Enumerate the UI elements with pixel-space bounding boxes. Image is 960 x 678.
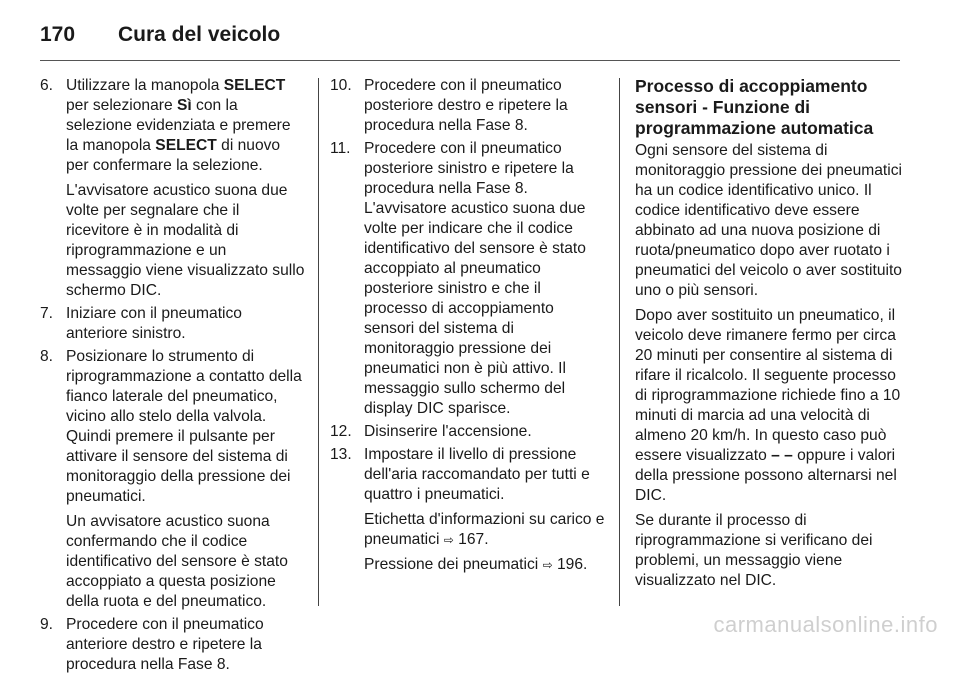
select-keyword: SELECT	[223, 77, 286, 94]
watermark: carmanualsonline.info	[713, 612, 938, 637]
step-11	[330, 139, 605, 419]
section-title: Processo di accoppiamento sensori - Funzione di programmazione automatica	[635, 76, 874, 138]
step-12-text: Disinserire l'accensione.	[364, 423, 532, 440]
step-8-note: Un avvisatore acustico suona confermando che il codice identificativo del sensore è stato accoppiato a questa posizione della ruota e del pneumatico.	[66, 513, 288, 610]
paragraph-1: Ogni sensore del sistema di monitoraggio pressione dei pneumatici ha un codice identificativo unico. Il codice identificativo deve essere abbinato ad una nuova posizione di ruota/pneumatico dopo aver ruotato i pneumatici del veicolo o aver sostituito uno o più sensori.	[635, 142, 902, 299]
page-reference-arrow-icon: ⇨	[443, 533, 454, 547]
step-8	[40, 347, 305, 612]
step-6-note: L'avvisatore acustico suona due volte per segnalare che il ricevitore è in modalità di riprogrammazione e un messaggio viene visualizzato sullo schermo DIC.	[66, 182, 305, 299]
step-9-text: Procedere con il pneumatico anteriore destro e ripetere la procedura nella Fase 8.	[66, 616, 264, 673]
reference-load-label[interactable]: Etichetta d'informazioni su carico e pneumatici ⇨ 167.	[364, 511, 605, 548]
column-2	[330, 76, 605, 578]
step-number: 11.	[330, 140, 351, 157]
column-1	[40, 76, 305, 678]
paragraph-3: Se durante il processo di riprogrammazione si verificano dei problemi, un messaggio viene visualizzato nel DIC.	[635, 512, 873, 589]
step-number: 7.	[40, 305, 54, 322]
paragraph-2: Dopo aver sostituito un pneumatico, il veicolo deve rimanere fermo per circa 20 minuti per consentire al sistema di rifare il ricalcolo. Il seguente processo di riprogrammazione richiede fino a 10 minuti di marcia ad una velocità di almeno 20 km/h. In questo caso può essere visualizzato – – oppure i valori della pressione possono alternarsi nel DIC.	[635, 307, 901, 504]
step-7	[40, 304, 305, 344]
step-number: 8.	[40, 348, 54, 365]
page-reference-arrow-icon: ⇨	[542, 558, 553, 572]
step-9	[40, 615, 305, 675]
column-3	[635, 76, 905, 596]
step-10	[330, 76, 605, 136]
step-number: 13.	[330, 446, 352, 463]
step-12	[330, 422, 605, 442]
page-ref-167: 167.	[458, 531, 489, 548]
page-title: Cura del veicolo	[118, 23, 281, 46]
step-7-text: Iniziare con il pneumatico anteriore sinistro.	[66, 305, 242, 342]
select-keyword: SELECT	[155, 137, 217, 154]
step-6-text: Utilizzare la manopola SELECT per selezionare Sì con la selezione evidenziata e premere la manopola SELECT di nuovo per confermare la selezione.	[66, 77, 291, 174]
step-number: 12.	[330, 423, 352, 440]
page-number: 170	[40, 23, 76, 46]
dash-display: – –	[771, 447, 793, 464]
header-rule	[40, 60, 900, 61]
column-divider-1	[318, 78, 319, 606]
step-number: 10.	[330, 77, 352, 94]
step-13-text: Impostare il livello di pressione dell'aria raccomandato per tutti e quattro i pneumatici.	[364, 446, 590, 503]
column-divider-2	[619, 78, 620, 606]
step-13	[330, 445, 605, 575]
step-6	[40, 76, 305, 301]
step-10-text: Procedere con il pneumatico posteriore destro e ripetere la procedura nella Fase 8.	[364, 77, 568, 134]
step-8-text: Posizionare lo strumento di riprogrammazione a contatto della fianco laterale del pneumatico, vicino allo stelo della valvola. Quindi premere il pulsante per attivare il sensore del sistema di monitoraggio della pressione dei pneumatici.	[66, 348, 302, 505]
page-ref-196: 196.	[556, 556, 588, 573]
step-11-text: Procedere con il pneumatico posteriore sinistro e ripetere la procedura nella Fase 8. L'avvisatore acustico suona due volte per indicare che il codice identificativo del sensore è stato accoppiato al pneumatico posteriore sinistro e che il processo di accoppiamento sensori del sistema di monitoraggio pressione dei pneumatici non è più attivo. Il messaggio sullo schermo del display DIC sparisce.	[364, 140, 586, 417]
si-keyword: Sì	[176, 97, 192, 114]
reference-tyre-pressure[interactable]: Pressione dei pneumatici ⇨ 196.	[364, 556, 588, 573]
step-number: 9.	[40, 616, 54, 633]
step-number: 6.	[40, 77, 54, 94]
page-header	[40, 20, 280, 50]
